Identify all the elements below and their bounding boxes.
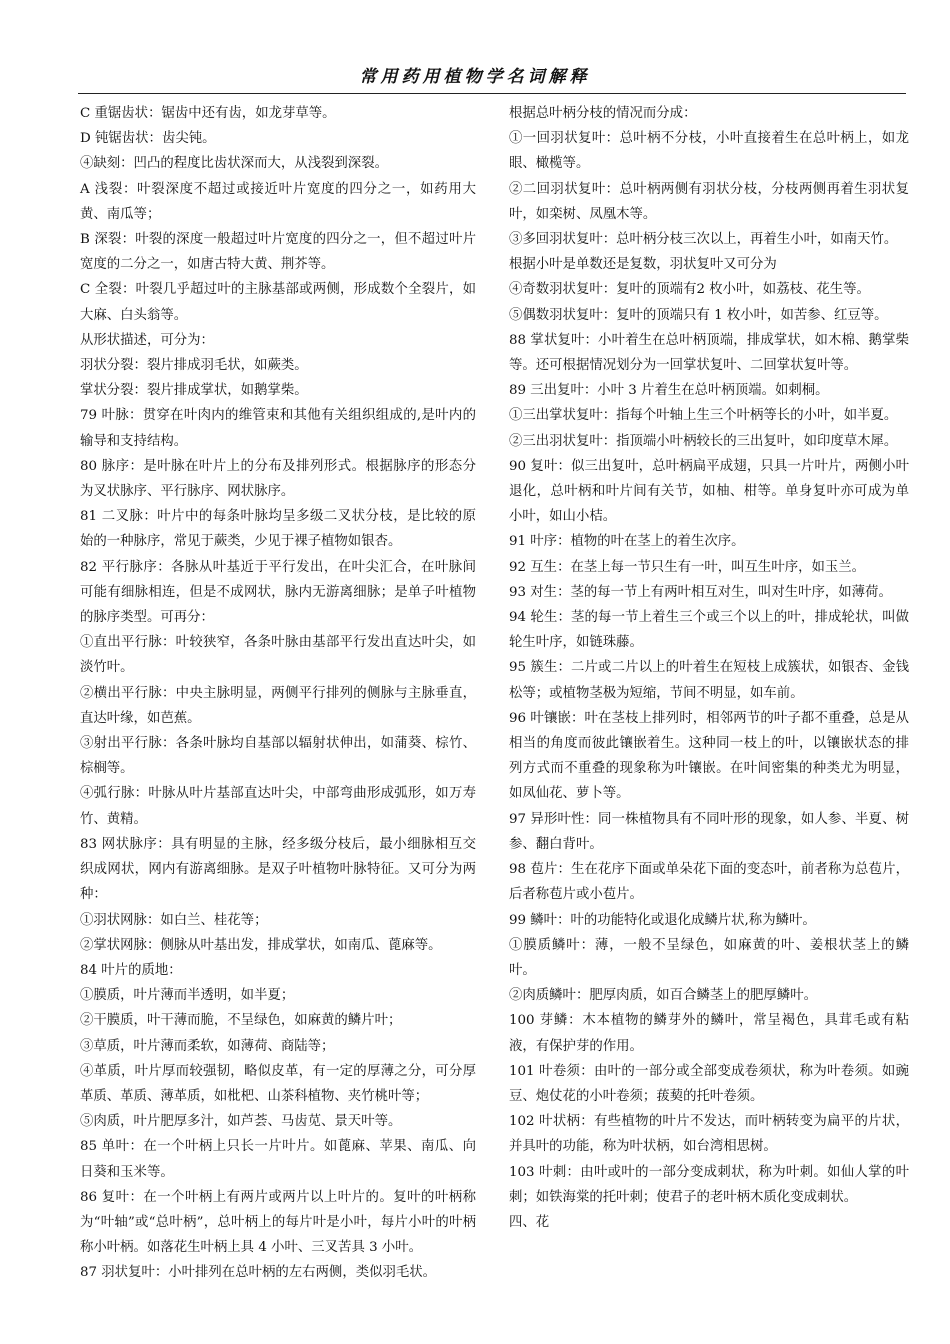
paragraph: 91 叶序：植物的叶在茎上的着生次序。	[509, 534, 745, 550]
paragraph: 83 网状脉序：具有明显的主脉，经多级分枝后，最小细脉相互交织成网状，网内有游离细脉。是双子叶植物叶脉特征。又可分为两种：	[80, 836, 476, 903]
paragraph: 98 苞片：生在花序下面或单朵花下面的变态叶，前者称为总苞片，后者称苞片或小苞片。	[509, 862, 909, 903]
right-column	[509, 101, 909, 1235]
paragraph: ①膜质，叶片薄而半透明，如半夏；	[80, 988, 295, 1004]
paragraph: ②掌状网脉：侧脉从叶基出发，排成掌状，如南瓜、蓖麻等。	[80, 937, 442, 953]
paragraph: 掌状分裂：裂片排成掌状，如鹅掌柴。	[80, 383, 308, 399]
paragraph: 86 复叶：在一个叶柄上有两片或两片以上叶片的。复叶的叶柄称为“叶轴”或“总叶柄”，总叶柄上的每片叶是小叶，每片小叶的叶柄称小叶柄。如落花生叶柄上具 4 小叶、三叉苦具 3 小叶。	[80, 1189, 476, 1256]
paragraph: 79 叶脉：贯穿在叶肉内的维管束和其他有关组织组成的,是叶内的输导和支持结构。	[80, 408, 476, 449]
paragraph: A 浅裂：叶裂深度不超过或接近叶片宽度的四分之一，如药用大黄、南瓜等；	[80, 181, 476, 222]
left-column	[80, 101, 476, 1286]
paragraph: C 重锯齿状：锯齿中还有齿，如龙芽草等。	[80, 106, 336, 121]
paragraph: ④革质，叶片厚而较强韧，略似皮革，有一定的厚薄之分，可分厚革质、革质、薄革质，如枇杷、山茶科植物、夹竹桃叶等；	[80, 1063, 476, 1104]
paragraph: 81 二叉脉：叶片中的每条叶脉均呈多级二叉状分枝，是比较的原始的一种脉序，常见于蕨类，少见于裸子植物如银杏。	[80, 509, 476, 550]
paragraph: 根据总叶柄分枝的情况而分成：	[509, 106, 697, 121]
paragraph: 87 羽状复叶：小叶排列在总叶柄的左右两侧，类似羽毛状。	[80, 1265, 437, 1281]
paragraph: ③草质，叶片薄而柔软，如薄荷、商陆等；	[80, 1038, 335, 1054]
paragraph: ③多回羽状复叶：总叶柄分枝三次以上，再着生小叶，如南天竹。	[509, 232, 898, 248]
paragraph: 四、花	[509, 1214, 550, 1230]
paragraph: ②横出平行脉：中央主脉明显，两侧平行排列的侧脉与主脉垂直，直达叶缘，如芭蕉。	[80, 685, 476, 726]
paragraph: 99 鳞叶：叶的功能特化或退化成鳞片状,称为鳞叶。	[509, 912, 816, 928]
paragraph: 93 对生：茎的每一节上有两叶相互对生，叫对生叶序，如薄荷。	[509, 584, 892, 600]
paragraph: 根据小叶是单数还是复数，羽状复叶又可分为	[509, 257, 777, 273]
paragraph: 94 轮生：茎的每一节上着生三个或三个以上的叶，排成轮状，叫做轮生叶序，如链珠藤。	[509, 610, 909, 651]
paragraph: 102 叶状柄：有些植物的叶片不发达，而叶柄转变为扁平的片状，并具叶的功能，称为叶状柄，如台湾相思树。	[509, 1114, 909, 1155]
paragraph: ①膜质鳞叶：薄，一般不呈绿色，如麻黄的叶、姜根状茎上的鳞叶。	[509, 937, 909, 978]
paragraph: ①羽状网脉：如白兰、桂花等；	[80, 912, 268, 928]
paragraph: 100 芽鳞：木本植物的鳞芽外的鳞叶，常呈褐色，具茸毛或有粘液，有保护芽的作用。	[509, 1013, 909, 1054]
paragraph: 101 叶卷须：由叶的一部分或全部变成卷须状，称为叶卷须。如豌豆、炮仗花的小叶卷须；菝葜的托叶卷须。	[509, 1063, 909, 1104]
paragraph: 95 簇生：二片或二片以上的叶着生在短枝上成簇状，如银杏、金钱松等；或植物茎极为短缩，节间不明显，如车前。	[509, 660, 909, 701]
paragraph: 80 脉序：是叶脉在叶片上的分布及排列形式。根据脉序的形态分为叉状脉序、平行脉序、网状脉序。	[80, 458, 476, 500]
paragraph: ②干膜质，叶干薄而脆，不呈绿色，如麻黄的鳞片叶；	[80, 1013, 402, 1029]
paragraph: 85 单叶：在一个叶柄上只长一片叶片。如蓖麻、苹果、南瓜、向日葵和玉米等。	[80, 1139, 476, 1180]
paragraph: ①三出掌状复叶：指每个叶轴上生三个叶柄等长的小叶，如半夏。	[509, 408, 898, 424]
paragraph: ②肉质鳞叶：肥厚肉质，如百合鳞茎上的肥厚鳞叶。	[509, 988, 817, 1004]
paragraph: 90 复叶：似三出复叶，总叶柄扁平成翅，只具一片叶片，两侧小叶退化，总叶柄和叶片间有关节，如柚、柑等。单身复叶亦可成为单小叶，如山小桔。	[509, 458, 909, 525]
paragraph: ⑤偶数羽状复叶：复叶的顶端只有 1 枚小叶，如苦参、红豆等。	[509, 307, 888, 323]
paragraph: 96 叶镶嵌：叶在茎枝上排列时，相邻两节的叶子都不重叠，总是从相当的角度而彼此镶嵌着生。这种同一枝上的叶，以镶嵌状态的排列方式而不重叠的现象称为叶镶嵌。在叶间密集的种类尤为明显，如凤仙花、萝卜等。	[509, 710, 909, 802]
paragraph: 103 叶刺：由叶或叶的一部分变成刺状，称为叶刺。如仙人掌的叶刺；如铁海棠的托叶刺；使君子的老叶柄木质化变成刺状。	[509, 1164, 909, 1205]
paragraph: 88 掌状复叶：小叶着生在总叶柄顶端，排成掌状，如木棉、鹅掌柴等。还可根据情况划分为一回掌状复叶、二回掌状复叶等。	[509, 332, 909, 374]
paragraph: 92 互生：在茎上每一节只生有一叶，叫互生叶序，如玉兰。	[509, 559, 866, 575]
paragraph: B 深裂：叶裂的深度一般超过叶片宽度的四分之一，但不超过叶片宽度的二分之一，如唐古特大黄、荆芥等。	[80, 232, 476, 273]
paragraph: 羽状分裂：裂片排成羽毛状，如蕨类。	[80, 358, 308, 374]
paragraph: ①一回羽状复叶：总叶柄不分枝，小叶直接着生在总叶柄上，如龙眼、橄榄等。	[509, 131, 909, 172]
paragraph: ①直出平行脉：叶较狭窄，各条叶脉由基部平行发出直达叶尖，如淡竹叶。	[80, 635, 476, 676]
paragraph: 84 叶片的质地：	[80, 962, 182, 978]
paragraph: 89 三出复叶：小叶 3 片着生在总叶柄顶端。如刺桐。	[509, 383, 829, 399]
paragraph: D 钝锯齿状：齿尖钝。	[80, 131, 216, 147]
paragraph: ④缺刻：凹凸的程度比齿状深而大，从浅裂到深裂。	[80, 156, 388, 172]
page-title: 常用药用植物学名词解释	[359, 67, 591, 87]
paragraph: 82 平行脉序：各脉从叶基近于平行发出，在叶尖汇合，在叶脉间可能有细脉相连，但是不成网状，脉内无游离细脉；是单子叶植物的脉序类型。可再分：	[80, 559, 476, 626]
paragraph: ④奇数羽状复叶：复叶的顶端有2 枚小叶，如荔枝、花生等。	[509, 282, 870, 298]
paragraph: ③射出平行脉：各条叶脉均自基部以辐射状伸出，如蒲葵、棕竹、棕榈等。	[80, 736, 476, 777]
paragraph: 从形状描述，可分为：	[80, 332, 214, 348]
paragraph: C 全裂：叶裂几乎超过叶的主脉基部或两侧，形成数个全裂片，如大麻、白头翁等。	[80, 282, 476, 323]
paragraph: ②二回羽状复叶：总叶柄两侧有羽状分枝，分枝两侧再着生羽状复叶，如栾树、凤凰木等。	[509, 181, 909, 222]
paragraph: ②三出羽状复叶：指顶端小叶柄较长的三出复叶，如印度草木犀。	[509, 433, 898, 449]
paragraph: ④弧行脉：叶脉从叶片基部直达叶尖，中部弯曲形成弧形，如万寿竹、黄精。	[80, 786, 476, 827]
header-divider	[78, 93, 906, 94]
paragraph: 97 异形叶性：同一株植物具有不同叶形的现象，如人参、半夏、树参、翻白背叶。	[509, 811, 909, 852]
paragraph: ⑤肉质，叶片肥厚多汁，如芦荟、马齿苋、景天叶等。	[80, 1114, 402, 1130]
